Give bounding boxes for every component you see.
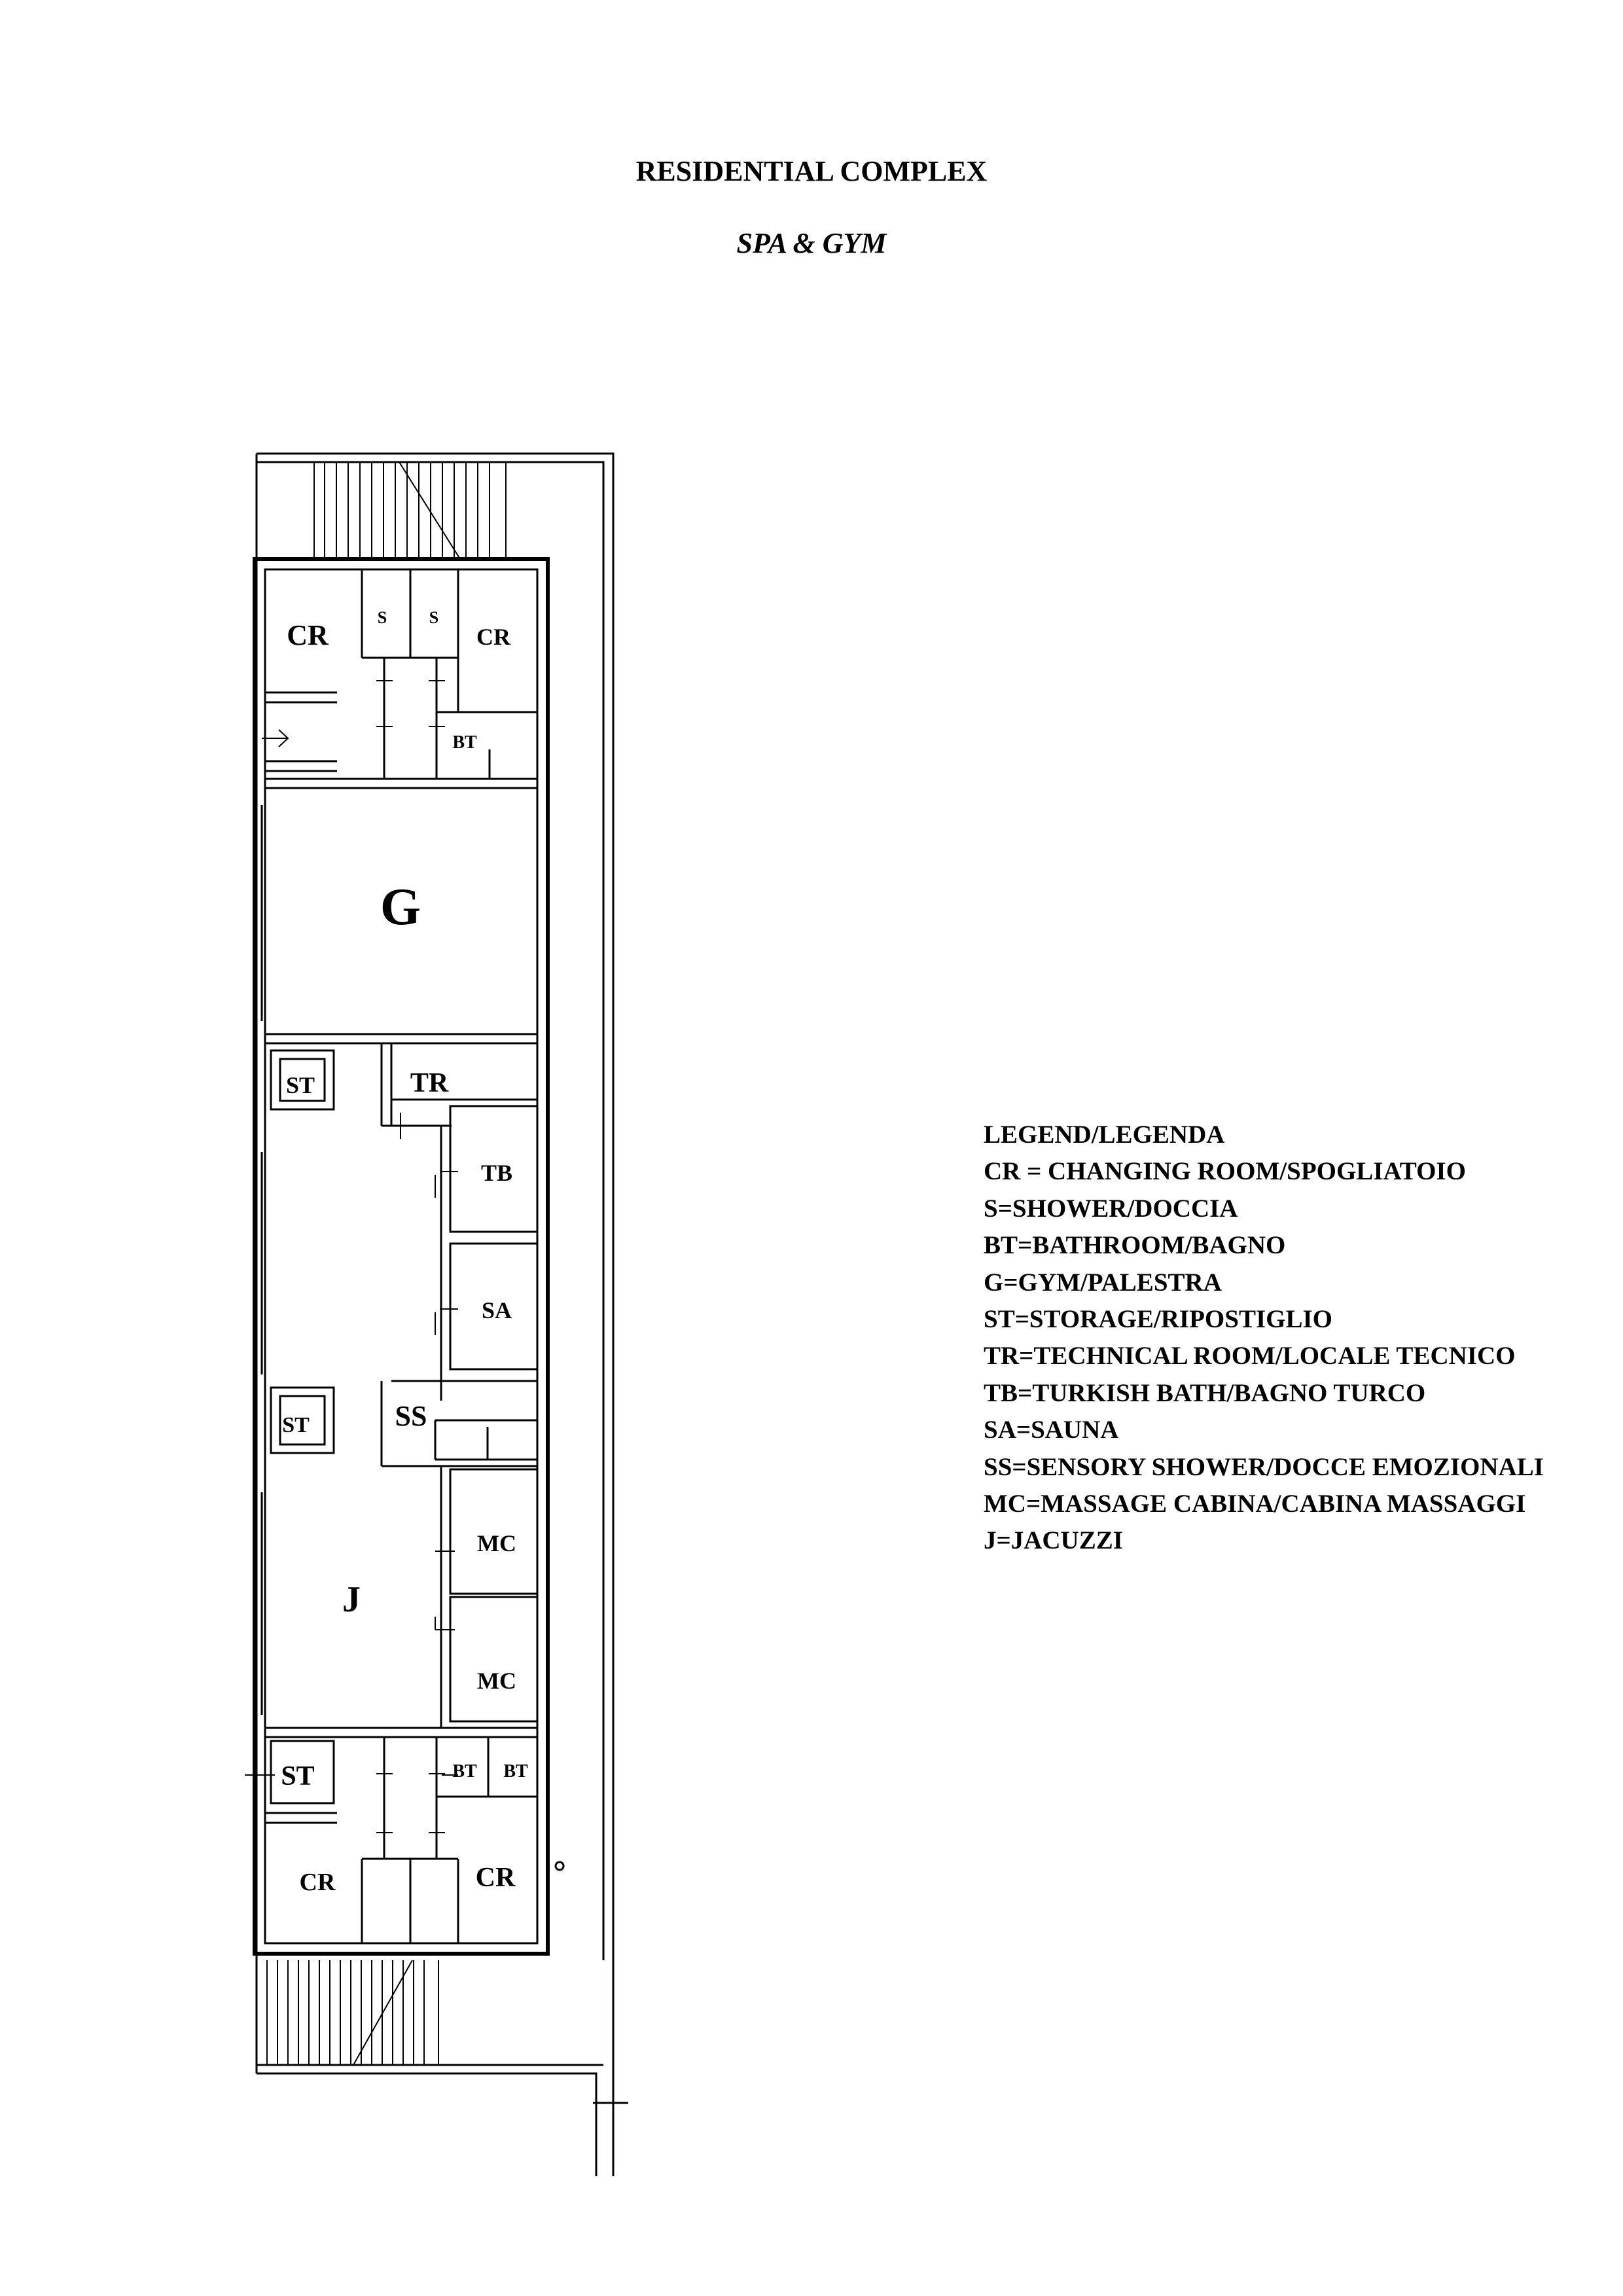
legend-item-ss: SS=SENSORY SHOWER/DOCCE EMOZIONALI bbox=[984, 1452, 1544, 1481]
legend-item-cr: CR = CHANGING ROOM/SPOGLIATOIO bbox=[984, 1157, 1466, 1186]
page-subtitle: SPA & GYM bbox=[736, 227, 887, 259]
legend-item-sa: SA=SAUNA bbox=[984, 1416, 1119, 1444]
legend-item-st: ST=STORAGE/RIPOSTIGLIO bbox=[984, 1305, 1333, 1334]
legend-item-mc: MC=MASSAGE CABINA/CABINA MASSAGGI bbox=[984, 1490, 1526, 1518]
room-label-st-1: ST bbox=[285, 1072, 315, 1098]
room-label-tb: TB bbox=[480, 1160, 513, 1186]
room-label-j: J bbox=[342, 1579, 361, 1620]
room-label-mc-2: MC bbox=[477, 1668, 516, 1694]
legend-item-s: S=SHOWER/DOCCIA bbox=[984, 1194, 1238, 1223]
room-label-bt-2: BT bbox=[503, 1761, 528, 1782]
legend-item-g: G=GYM/PALESTRA bbox=[984, 1268, 1222, 1297]
room-label-bt-1: BT bbox=[452, 1761, 477, 1782]
room-label-st-2: ST bbox=[282, 1413, 310, 1437]
room-label-sa: SA bbox=[481, 1297, 512, 1323]
room-label-tr: TR bbox=[410, 1068, 449, 1098]
room-label-bt-top: BT bbox=[452, 732, 477, 753]
stair-top bbox=[314, 462, 506, 559]
page-title: RESIDENTIAL COMPLEX bbox=[635, 155, 988, 187]
legend-item-tr: TR=TECHNICAL ROOM/LOCALE TECNICO bbox=[984, 1342, 1516, 1371]
door-marks bbox=[245, 681, 458, 1833]
room-label-st-3: ST bbox=[281, 1761, 315, 1791]
legend-item-bt: BT=BATHROOM/BAGNO bbox=[984, 1231, 1286, 1260]
legend-item-j: J=JACUZZI bbox=[984, 1526, 1123, 1555]
room-label-cr-bottom-right: CR bbox=[475, 1863, 516, 1893]
room-labels bbox=[281, 608, 528, 1896]
room-label-ss: SS bbox=[395, 1400, 427, 1432]
room-label-mc-1: MC bbox=[477, 1530, 516, 1556]
legend-item-tb: TB=TURKISH BATH/BAGNO TURCO bbox=[984, 1378, 1426, 1407]
partitions bbox=[262, 569, 563, 1943]
room-label-s-2: S bbox=[429, 608, 439, 627]
room-label-gym: G bbox=[380, 878, 421, 936]
building-walls bbox=[255, 559, 548, 1954]
room-label-cr-top-left: CR bbox=[287, 619, 329, 651]
room-label-cr-top-right: CR bbox=[476, 624, 510, 650]
legend-heading: LEGEND/LEGENDA bbox=[984, 1121, 1225, 1149]
room-label-s-1: S bbox=[377, 608, 387, 627]
stair-bottom bbox=[257, 1960, 438, 2065]
legend bbox=[984, 1117, 1544, 1560]
room-label-cr-bottom-left: CR bbox=[299, 1869, 336, 1896]
